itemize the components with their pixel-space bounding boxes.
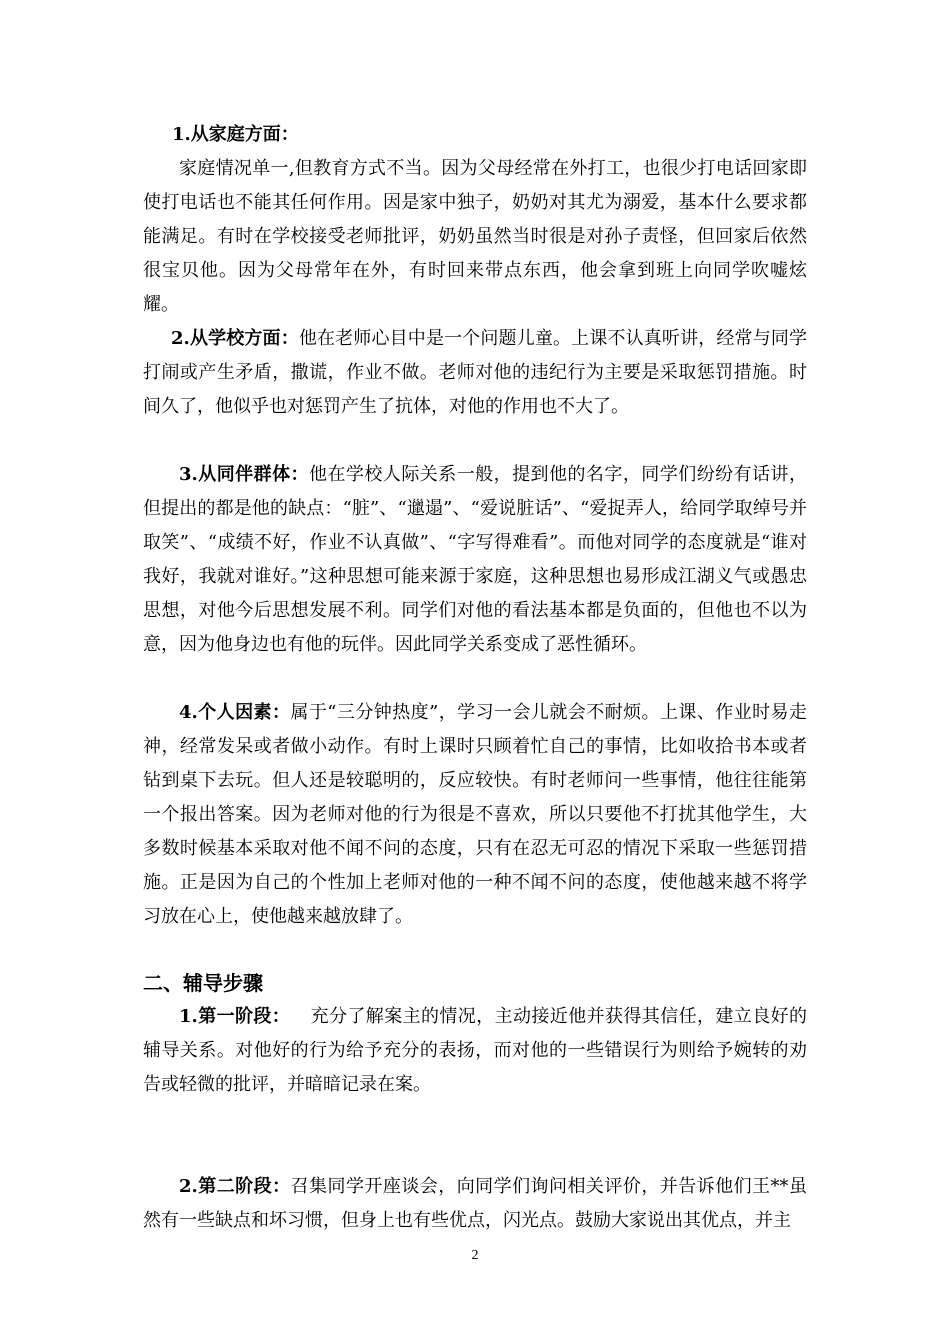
personal-body: 属于“三分钟热度”，学习一会儿就会不耐烦。上课、作业时易走神，经常发呆或者做小动作。有时上课时只顾着忙自己的事情，比如收拾书本或者钻到桌下去玩。但人还是较聪明的，反应较快。有时老师问一些事情，他往往能第一个报出答案。因为老师对他的行为很是不喜欢，所以只要他不打扰其他学生，大多数时候基本采取对他不闻不问的态度，只有在忍无可忍的情况下采取一些惩罚措施。正是因为自己的个性加上老师对他的一种不闻不问的态度，使他越来越不将学习放在心上，使他越来越放肆了。 [143,702,807,927]
peers-body: 他在学校人际关系一般，提到他的名字，同学们纷纷有话讲，但提出的都是他的缺点：“脏”、“邋遢”、“爱说脏话”、“爱捉弄人，给同学取绰号并取笑”、“成绩不好，作业不认真做”、“字写得难看”。而他对同学的态度就是“谁对我好，我就对谁好。”这种思想可能来源于家庭，这种思想也易形成江湖义气或愚忠思想，对他今后思想发展不利。同学们对他的看法基本都是负面的，但他也不以为意，因为他身边也有他的玩伴。因此同学关系变成了恶性循环。 [143,464,807,655]
family-paragraph: 家庭情况单一,但教育方式不当。因为父母经常在外打工，也很少打电话回家即使打电话也不能其任何作用。因是家中独子，奶奶对其尤为溺爱，基本什么要求都能满足。有时在学校接受老师批评，奶奶虽然当时很是对孙子责怪，但回家后依然很宝贝他。因为父母常年在外，有时回来带点东西，他会拿到班上向同学吹嘘炫耀。 [143,158,807,315]
personal-lead: 4.个人因素： [179,702,291,723]
peers-paragraph [143,458,807,662]
personal-paragraph [143,696,807,934]
peers-lead: 3.从同伴群体： [179,464,310,485]
stage2-paragraph [143,1170,807,1238]
stage2-body: 召集同学开座谈会，向同学们询问相关评价，并告诉他们王**虽然有一些缺点和坏习惯，但身上也有些优点，闪光点。鼓励大家说出其优点，并主 [143,1176,807,1231]
stage2-lead: 2.第二阶段： [179,1176,291,1197]
school-lead: 2.从学校方面： [171,328,299,349]
stage1-paragraph [143,1000,807,1102]
stage1-lead: 1.第一阶段： [179,1006,291,1027]
family-heading: 1.从家庭方面： [172,124,299,145]
page-number: 2 [471,1248,479,1263]
school-body: 他在老师心目中是一个问题儿童。上课不认真听讲，经常与同学打闹或产生矛盾，撒谎，作业不做。老师对他的违纪行为主要是采取惩罚措施。时间久了，他似乎也对惩罚产生了抗体，对他的作用也不大了。 [143,328,808,417]
school-paragraph [143,322,807,424]
stage1-body: 充分了解案主的情况，主动接近他并获得其信任，建立良好的辅导关系。对他好的行为给予充分的表扬，而对他的一些错误行为则给予婉转的劝告或轻微的批评，并暗暗记录在案。 [143,1006,808,1095]
counseling-heading: 二、辅导步骤 [143,971,263,995]
